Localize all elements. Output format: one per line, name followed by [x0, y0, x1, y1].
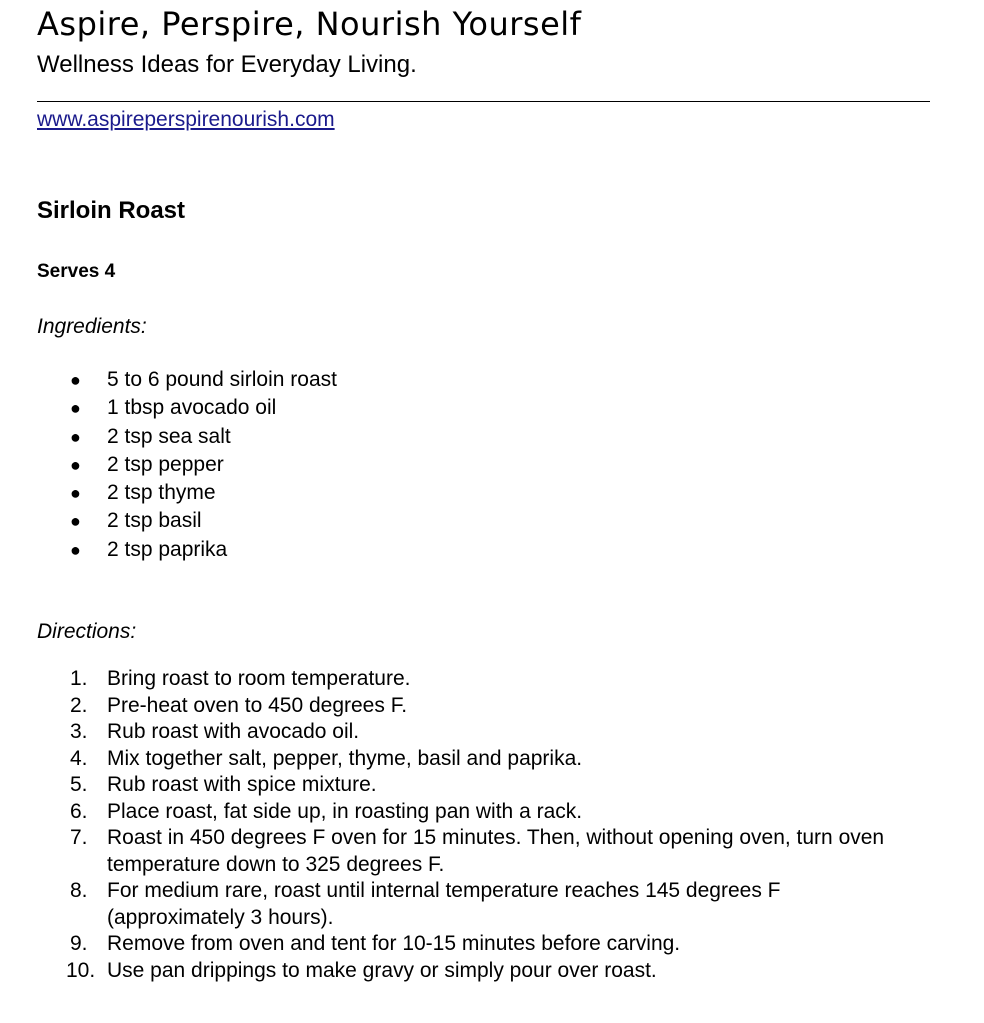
header-divider [37, 101, 930, 102]
step-number: 10. [66, 958, 96, 982]
ingredient-text: 2 tsp sea salt [107, 424, 231, 448]
step-number: 2. [70, 693, 88, 717]
step-number: 3. [70, 720, 88, 743]
direction-step [0, 825, 910, 878]
step-text: Place roast, fat side up, in roasting pan with a rack. [107, 799, 583, 823]
step-number: 9. [70, 932, 88, 955]
step-number: 7. [70, 826, 88, 849]
bullet-icon: ● [70, 454, 81, 475]
serves-count: Serves 4 [37, 261, 116, 282]
direction-step [0, 693, 910, 720]
step-text: Use pan drippings to make gravy or simply pour over roast. [107, 958, 657, 982]
step-number: 6. [70, 799, 88, 823]
step-number: 1. [70, 667, 88, 690]
site-title: Aspire, Perspire, Nourish Yourself [37, 5, 582, 43]
ingredients-heading: Ingredients: [37, 315, 147, 338]
ingredient-text: 5 to 6 pound sirloin roast [107, 368, 337, 391]
ingredient-text: 2 tsp paprika [107, 537, 228, 561]
direction-step [0, 799, 910, 826]
bullet-icon: ● [70, 370, 81, 390]
directions-heading: Directions: [37, 620, 137, 643]
step-number: 4. [70, 746, 88, 770]
directions-list [0, 666, 910, 984]
bullet-icon: ● [70, 511, 81, 532]
direction-step [0, 931, 910, 958]
step-text: Bring roast to room temperature. [107, 667, 411, 690]
direction-step [0, 878, 910, 931]
direction-step [0, 666, 910, 693]
direction-step [0, 958, 910, 985]
site-tagline: Wellness Ideas for Everyday Living. [37, 51, 417, 78]
step-number: 8. [70, 879, 88, 902]
ingredient-text: 2 tsp thyme [107, 481, 216, 505]
bullet-icon: ● [70, 483, 81, 504]
ingredient-text: 2 tsp pepper [107, 452, 224, 476]
bullet-icon: ● [70, 426, 81, 447]
direction-step [0, 746, 910, 773]
step-text: Rub roast with avocado oil. [107, 720, 360, 743]
step-text: Pre-heat oven to 450 degrees F. [107, 693, 408, 717]
direction-step [0, 719, 910, 746]
bullet-icon: ● [70, 398, 81, 419]
bullet-icon: ● [70, 539, 81, 560]
step-text: Remove from oven and tent for 10-15 minutes before carving. [107, 932, 681, 955]
step-text: Mix together salt, pepper, thyme, basil and paprika. [107, 746, 583, 770]
ingredient-text: 2 tsp basil [107, 509, 202, 533]
step-text: Rub roast with spice mixture. [107, 773, 377, 796]
ingredient-text: 1 tbsp avocado oil [107, 396, 277, 420]
step-number: 5. [70, 773, 88, 796]
step-text: For medium rare, roast until internal temperature reaches 145 degrees F (approximately 3 hours). [107, 879, 781, 929]
website-link[interactable]: www.aspireperspirenourish.com [37, 108, 335, 131]
recipe-title: Sirloin Roast [37, 197, 186, 224]
step-text: Roast in 450 degrees F oven for 15 minutes. Then, without opening oven, turn oven temperature down to 325 degrees F. [107, 826, 885, 876]
direction-step [0, 772, 910, 799]
